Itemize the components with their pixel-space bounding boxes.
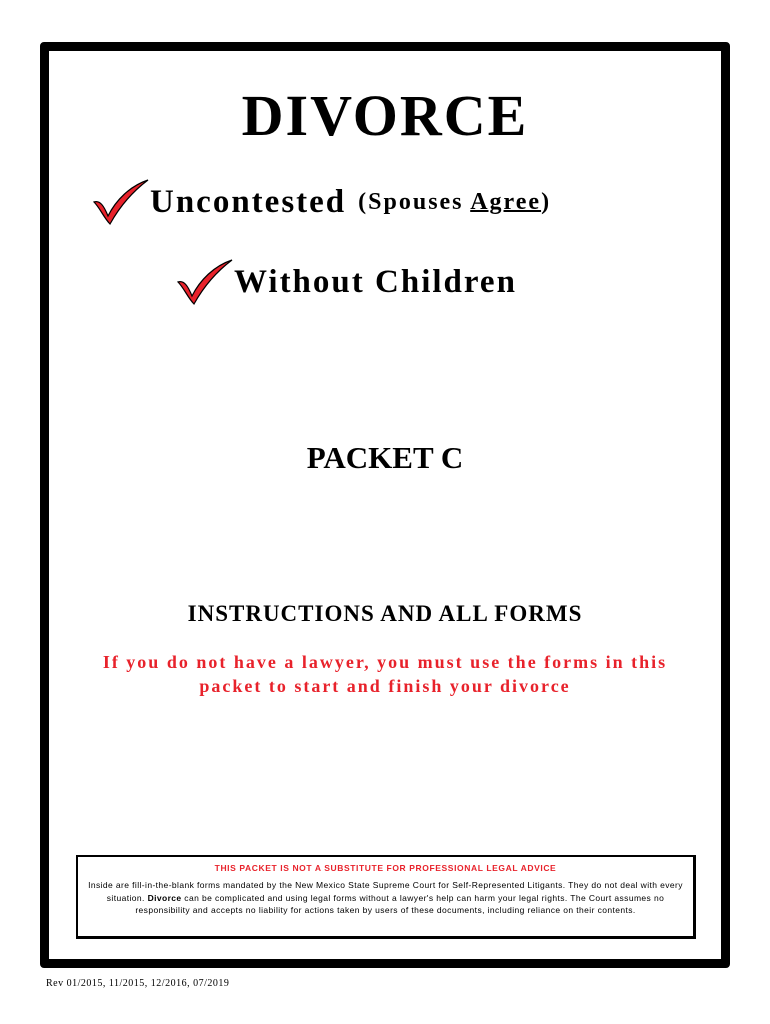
disclaimer-bold-word: Divorce: [147, 892, 182, 903]
lawyer-warning: [60, 650, 710, 698]
instructions-heading: INSTRUCTIONS AND ALL FORMS: [187, 601, 583, 626]
lawyer-warning-line-2: packet to start and finish your divorce: [199, 676, 571, 696]
paren-open-text: (Spouses: [358, 188, 471, 215]
option-without-children: [176, 258, 517, 306]
lawyer-warning-line-1: If you do not have a lawyer, you must use the forms in this: [102, 652, 668, 672]
option-label-without-children: Without Children: [234, 263, 517, 300]
checkmark-icon: [92, 178, 150, 226]
disclaimer-box: [76, 855, 696, 939]
document-title: DIVORCE: [241, 83, 529, 148]
paren-close-text: ): [541, 188, 552, 215]
underlined-agree: Agree: [470, 188, 542, 215]
disclaimer-heading: THIS PACKET IS NOT A SUBSTITUTE FOR PROFESSIONAL LEGAL ADVICE: [214, 863, 557, 873]
option-label-uncontested: Uncontested: [150, 183, 347, 220]
packet-label: PACKET C: [306, 440, 464, 475]
disclaimer-body: [88, 879, 683, 917]
option-uncontested: [92, 178, 551, 226]
revision-note: Rev 01/2015, 11/2015, 12/2016, 07/2019: [46, 978, 230, 989]
disclaimer-text-1: Inside are fill-in-the-blank forms mandated by the New Mexico State Supreme Court for Self-Represented Litigants. They do not deal with every situation.: [88, 880, 683, 903]
disclaimer-text-2: can be complicated and using legal forms without a lawyer's help can harm your legal rights. The Court assumes no responsibility and accepts no liability for actions taken by users of these documents, including reliance on their contents.: [135, 892, 665, 915]
option-note-spouses-agree: [358, 189, 551, 216]
checkmark-icon: [176, 258, 234, 306]
